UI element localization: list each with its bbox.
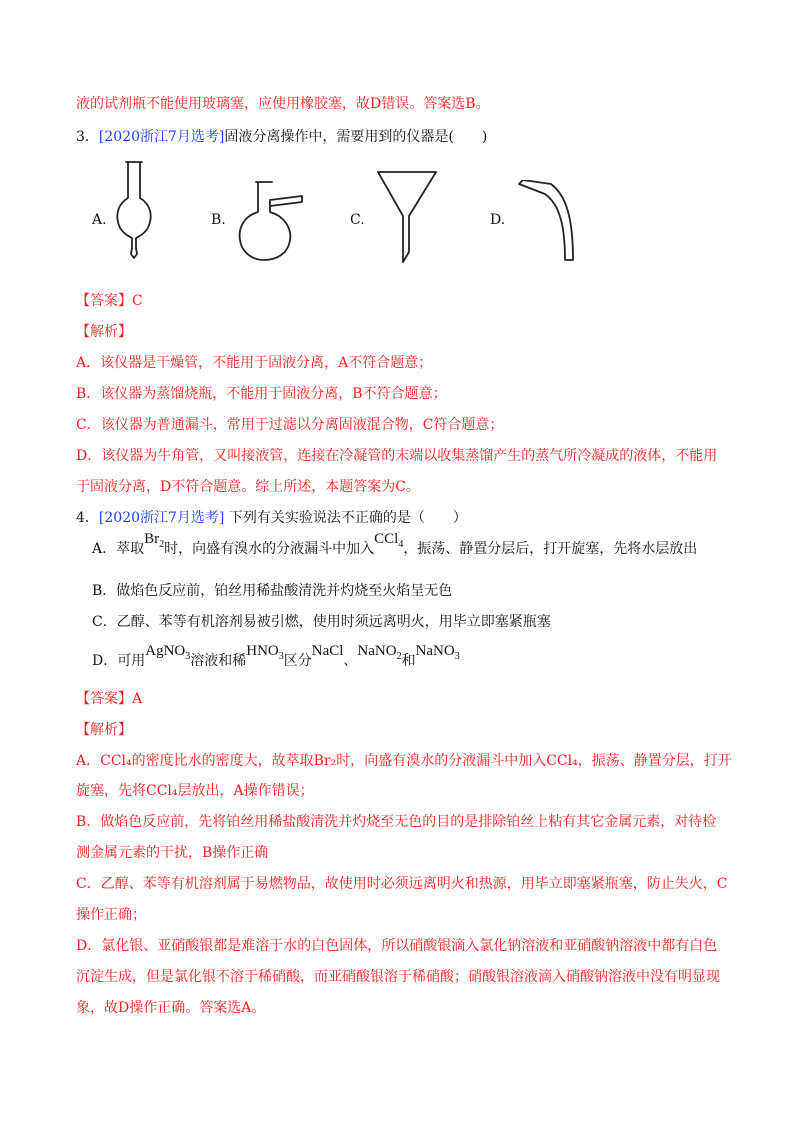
ccl-symbol: CCl bbox=[374, 531, 399, 547]
agno-symbol: AgNO bbox=[145, 643, 186, 659]
q4-analysis-line: 测金属元素的干扰，B操作正确 bbox=[76, 845, 269, 861]
nano3-symbol: NaNO bbox=[415, 643, 455, 659]
q3-source-tag: [2020浙江7月选考] bbox=[98, 129, 225, 145]
q4-answer-tag: 【答案】 bbox=[76, 691, 132, 707]
agno-subscript: 3 bbox=[185, 651, 191, 662]
q4-option-a-text: A．萃取 bbox=[92, 541, 145, 557]
adapter-icon bbox=[515, 180, 579, 264]
nacl-formula: NaCl bbox=[311, 643, 344, 659]
q4-option-d-text: D．可用 bbox=[92, 653, 146, 669]
q4-analysis-line: 象，故D操作正确。答案选A。 bbox=[76, 1000, 266, 1016]
agno3-formula bbox=[145, 643, 191, 662]
q4-option-d bbox=[92, 643, 460, 676]
ccl-subscript: 4 bbox=[398, 539, 404, 550]
q3-answer-line bbox=[76, 292, 143, 310]
q4-analysis-line: 沉淀生成，但是氯化银不溶于稀硝酸，而亚硝酸银溶于稀硝酸；硝酸银溶液滴入硝酸钠溶液中没有明显现 bbox=[76, 969, 720, 985]
hno3-formula bbox=[246, 643, 284, 662]
hno-subscript: 3 bbox=[278, 651, 284, 662]
nano2-formula bbox=[357, 643, 402, 662]
q3-answer-value: C bbox=[132, 293, 143, 309]
hno-symbol: HNO bbox=[246, 643, 279, 659]
nano3-formula bbox=[415, 643, 460, 662]
nano2-symbol: NaNO bbox=[357, 643, 397, 659]
q3-analysis-line: 于固液分离，D不符合题意。综上所述，本题答案为C。 bbox=[76, 479, 420, 495]
q4-source-tag: [2020浙江7月选考] bbox=[98, 510, 225, 526]
q4-analysis-line: C．乙醇、苯等有机溶剂属于易燃物品，故使用时必须远离明火和热源，用毕立即塞紧瓶塞，防止失火，C bbox=[76, 876, 728, 892]
q3-analysis-tag: 【解析】 bbox=[76, 324, 132, 340]
q4-stem: 下列有关实验说法不正确的是（ ） bbox=[224, 510, 467, 526]
q4-answer-value: A bbox=[132, 691, 143, 707]
q4-option-d-text: 溶液和稀 bbox=[190, 653, 247, 669]
br-subscript: 2 bbox=[159, 539, 165, 550]
funnel-icon bbox=[374, 168, 440, 266]
q4-option-b: B．做焰色反应前，铂丝用稀盐酸清洗并灼烧至火焰呈无色 bbox=[92, 583, 453, 599]
q4-number: 4． bbox=[76, 510, 99, 526]
q4-option-d-text: 区分 bbox=[283, 653, 312, 669]
br-symbol: Br bbox=[144, 531, 160, 547]
q4-analysis-line: D．氯化银、亚硝酸银都是难溶于水的白色固体，所以硝酸银滴入氯化钠溶液和亚硝酸钠溶液中都有白色 bbox=[76, 938, 718, 954]
q4-stem-line bbox=[76, 509, 467, 527]
br2-formula bbox=[144, 531, 165, 550]
q3-stem-line bbox=[76, 128, 487, 146]
q4-analysis-line: A．CCl₄的密度比水的密度大，故萃取Br₂时，向盛有溴水的分液漏斗中加入CCl₄，振荡、静置分层，打开 bbox=[76, 753, 732, 769]
q3-analysis-line: C．该仪器为普通漏斗，常用于过滤以分离固液混合物，C符合题意； bbox=[76, 417, 504, 433]
q3-option-a-label: A. bbox=[92, 212, 107, 228]
q3-answer-tag: 【答案】 bbox=[76, 293, 132, 309]
q4-analysis-line: 操作正确； bbox=[76, 907, 146, 923]
q4-option-a bbox=[92, 531, 698, 564]
nano3-subscript: 3 bbox=[454, 651, 460, 662]
drying-tube-icon bbox=[110, 158, 160, 264]
q3-number: 3． bbox=[76, 129, 99, 145]
q4-analysis-tag: 【解析】 bbox=[76, 722, 132, 738]
q4-answer-line bbox=[76, 690, 142, 708]
q3-stem: 固液分离操作中，需要用到的仪器是( ) bbox=[224, 129, 488, 145]
q4-option-d-text: 、 bbox=[343, 653, 358, 669]
ccl4-formula bbox=[374, 531, 404, 550]
q3-option-c-label: C. bbox=[350, 212, 365, 228]
q3-analysis-line: A．该仪器是干燥管，不能用于固液分离，A不符合题意； bbox=[76, 355, 433, 371]
q4-option-c: C．乙醇、苯等有机溶剂易被引燃，使用时须远离明火，用毕立即塞紧瓶塞 bbox=[92, 614, 551, 630]
q4-option-d-text: 和 bbox=[401, 653, 416, 669]
q4-option-a-text: ，振荡、静置分层后，打开旋塞，先将水层放出 bbox=[403, 541, 698, 557]
q4-analysis-line: 旋塞，先将CCl₄层放出，A操作错误； bbox=[76, 783, 314, 799]
q4-analysis-line: B．做焰色反应前，先将铂丝用稀盐酸清洗并灼烧至无色的目的是排除铂丝上粘有其它金属元素，对待检 bbox=[76, 814, 717, 830]
q4-option-a-text: 时，向盛有溴水的分液漏斗中加入 bbox=[164, 541, 375, 557]
q3-option-b-label: B. bbox=[211, 212, 226, 228]
q3-analysis-line: B．该仪器为蒸馏烧瓶，不能用于固液分离，B不符合题意； bbox=[76, 386, 447, 402]
top-continuation-text: 液的试剂瓶不能使用玻璃塞，应使用橡胶塞，故D错误。答案选B。 bbox=[76, 96, 490, 112]
q3-analysis-line: D．该仪器为牛角管，又叫接液管，连接在冷凝管的末端以收集蒸馏产生的蒸气所冷凝成的液体，不能用 bbox=[76, 448, 718, 464]
q3-option-d-label: D. bbox=[490, 212, 506, 228]
distilling-flask-icon bbox=[236, 178, 306, 262]
nano2-subscript: 2 bbox=[396, 651, 402, 662]
